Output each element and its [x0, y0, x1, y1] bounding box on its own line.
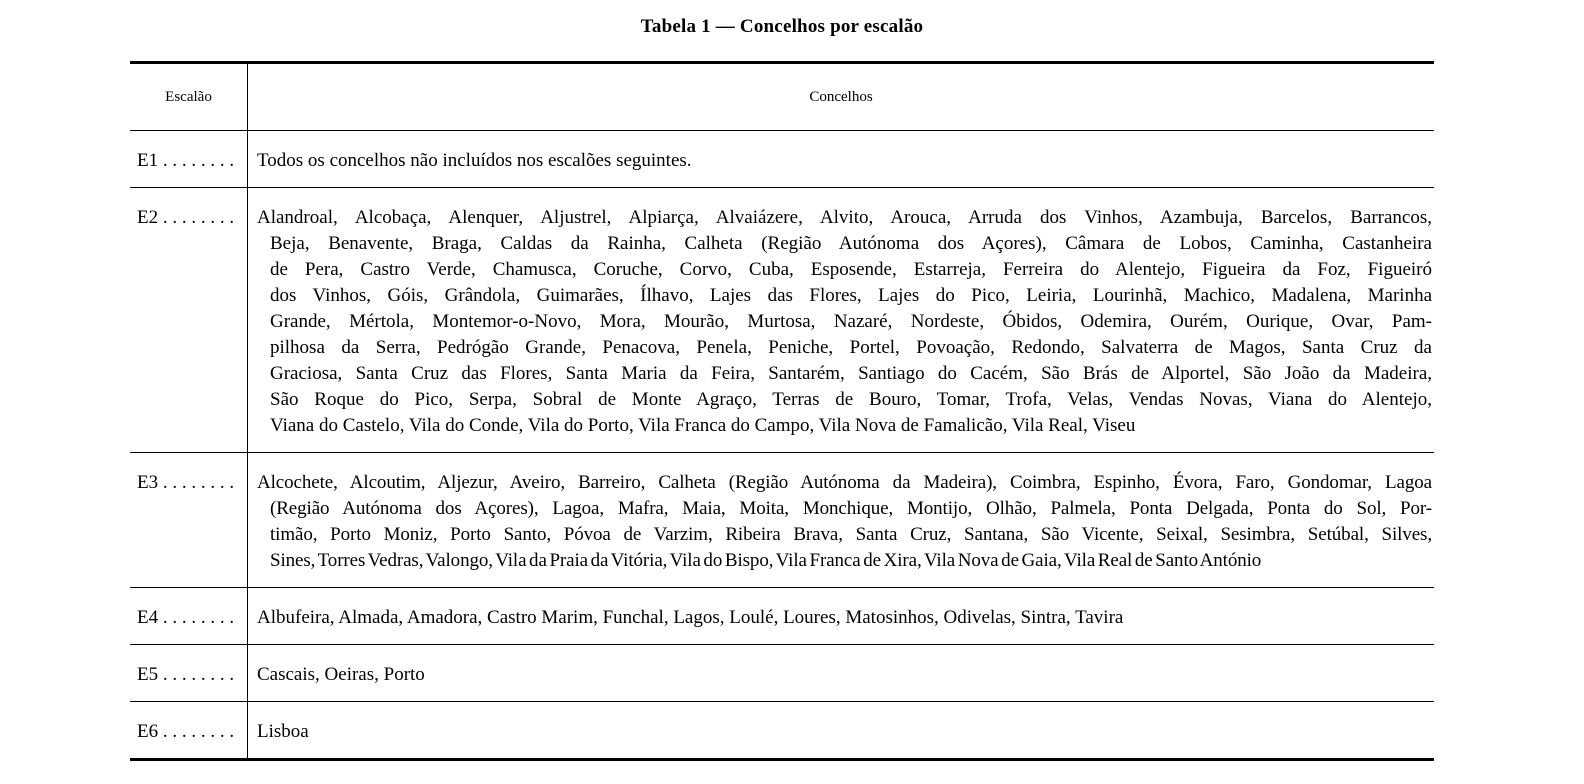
concelhos-line: Alcochete, Alcoutim, Aljezur, Aveiro, Barreiro, Calheta (Região Autónoma da Madeira), Coimbra, Espinho, Évora, Faro, Gondomar, Lagoa: [257, 472, 1432, 493]
concelhos-cell: [248, 453, 1434, 587]
table-row: [130, 701, 1434, 758]
concelhos-line: Beja, Benavente, Braga, Caldas da Rainha, Calheta (Região Autónoma dos Açores), Câmara de Lobos, Caminha, Castanheira: [270, 233, 1432, 254]
concelhos-line: timão, Porto Moniz, Porto Santo, Póvoa de Varzim, Ribeira Brava, Santa Cruz, Santana, São Vicente, Seixal, Sesimbra, Setúbal, Silves,: [270, 524, 1432, 545]
concelhos-line: Graciosa, Santa Cruz das Flores, Santa Maria da Feira, Santarém, Santiago do Cacém, São Brás de Alportel, São João da Madeira,: [270, 363, 1432, 384]
escalao-label: E2 . . . . . . . .: [130, 188, 248, 452]
table-row: [130, 452, 1434, 587]
concelhos-line: (Região Autónoma dos Açores), Lagoa, Mafra, Maia, Moita, Monchique, Montijo, Olhão, Palmela, Ponta Delgada, Ponta do Sol, Por-: [270, 498, 1432, 519]
table-row: [130, 187, 1434, 452]
table-row: [130, 130, 1434, 187]
concelhos-cell: [248, 588, 1434, 644]
escalao-label: E6 . . . . . . . .: [130, 702, 248, 758]
escalao-label: E4 . . . . . . . .: [130, 588, 248, 644]
escalao-label: E3 . . . . . . . .: [130, 453, 248, 587]
concelhos-line: Albufeira, Almada, Amadora, Castro Marim, Funchal, Lagos, Loulé, Loures, Matosinhos, Odivelas, Sintra, Tavira: [257, 607, 1124, 628]
concelhos-line: Sines, Torres Vedras, Valongo, Vila da Praia da Vitória, Vila do Bispo, Vila Franca de Xira, Vila Nova de Gaia, Vila Real de Santo António: [270, 550, 1262, 571]
table-header-row: [130, 64, 1434, 130]
concelhos-line: Todos os concelhos não incluídos nos escalões seguintes.: [257, 150, 692, 171]
concelhos-table: [130, 61, 1434, 761]
escalao-label: E5 . . . . . . . .: [130, 645, 248, 701]
column-header-escalao: Escalão: [130, 64, 248, 130]
concelhos-line: pilhosa da Serra, Pedrógão Grande, Penacova, Penela, Peniche, Portel, Povoação, Redondo, Salvaterra de Magos, Santa Cruz da: [270, 337, 1432, 358]
table-row: [130, 587, 1434, 644]
column-header-concelhos: Concelhos: [809, 88, 873, 105]
concelhos-line: de Pera, Castro Verde, Chamusca, Coruche, Corvo, Cuba, Esposende, Estarreja, Ferreira do Alentejo, Figueira da Foz, Figueiró: [270, 259, 1432, 280]
concelhos-line: São Roque do Pico, Serpa, Sobral de Monte Agraço, Terras de Bouro, Tomar, Trofa, Velas, Vendas Novas, Viana do Alentejo,: [270, 389, 1432, 410]
table-row: [130, 644, 1434, 701]
concelhos-line: Grande, Mértola, Montemor-o-Novo, Mora, Mourão, Murtosa, Nazaré, Nordeste, Óbidos, Odemira, Ourém, Ourique, Ovar, Pam-: [270, 311, 1432, 332]
concelhos-line: Viana do Castelo, Vila do Conde, Vila do Porto, Vila Franca do Campo, Vila Nova de Famalicão, Vila Real, Viseu: [270, 415, 1136, 436]
concelhos-line: Lisboa: [257, 721, 309, 742]
table-body: [130, 130, 1434, 758]
concelhos-cell: [248, 645, 1434, 701]
concelhos-cell: [248, 702, 1434, 758]
concelhos-line: Alandroal, Alcobaça, Alenquer, Aljustrel, Alpiarça, Alvaiázere, Alvito, Arouca, Arruda dos Vinhos, Azambuja, Barcelos, Barrancos,: [257, 207, 1432, 228]
concelhos-line: dos Vinhos, Góis, Grândola, Guimarães, Ílhavo, Lajes das Flores, Lajes do Pico, Leiria, Lourinhã, Machico, Madalena, Marinha: [270, 285, 1432, 306]
concelhos-line: Cascais, Oeiras, Porto: [257, 664, 425, 685]
concelhos-cell: [248, 188, 1434, 452]
escalao-label: E1 . . . . . . . .: [130, 131, 248, 187]
concelhos-cell: [248, 131, 1434, 187]
table-title: Tabela 1 — Concelhos por escalão: [640, 16, 924, 37]
